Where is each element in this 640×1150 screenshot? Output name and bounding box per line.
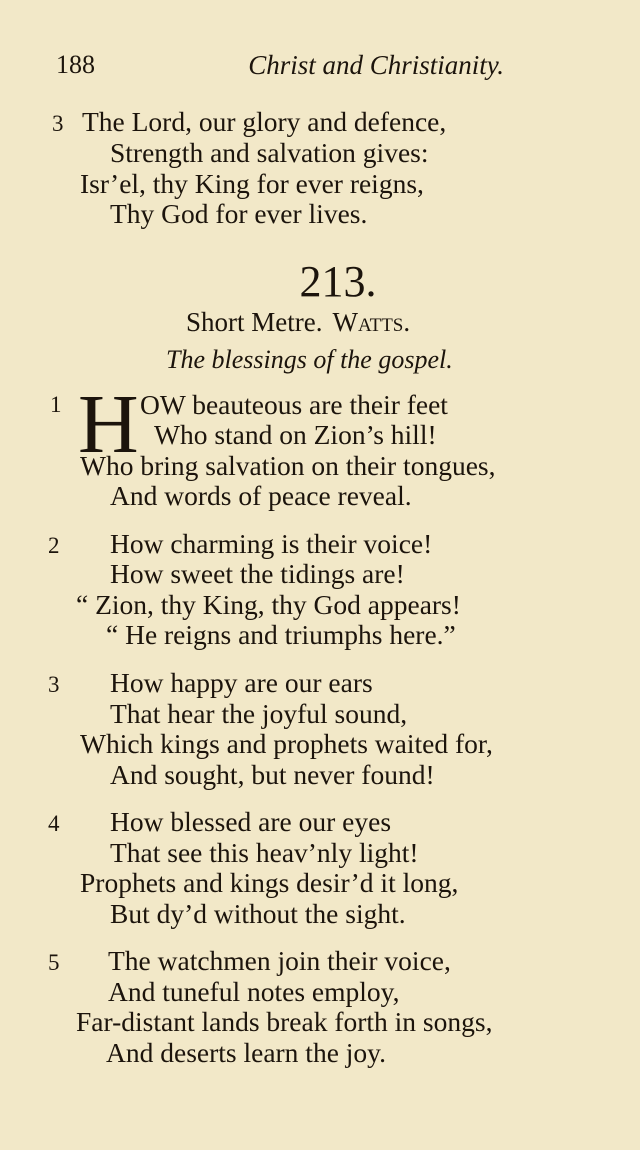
verse-line: Thy God for ever lives.	[110, 198, 368, 229]
stanza-number: 4	[48, 811, 60, 836]
page-header	[56, 50, 504, 90]
verse-line: Who bring salvation on their tongues,	[80, 450, 496, 481]
verse-line: Prophets and kings desir’d it long,	[80, 867, 459, 898]
verse-line: And sought, but never found!	[110, 759, 435, 790]
stanza-number: 3	[52, 111, 64, 136]
verse-line: That see this heav’nly light!	[110, 837, 419, 868]
hymn-number: 213.	[299, 257, 377, 306]
hymn-metre-author	[186, 307, 410, 338]
hymn-title: The blessings of the gospel.	[166, 345, 453, 374]
verse-line: How sweet the tidings are!	[110, 558, 405, 589]
hymn-metre: Short Metre.	[186, 307, 323, 337]
hymn-author: Watts.	[332, 307, 411, 337]
verse-line: And tuneful notes employ,	[108, 976, 400, 1007]
verse-line: “ Zion, thy King, thy God appears!	[76, 589, 461, 620]
verse-line: The Lord, our glory and defence,	[82, 106, 447, 137]
verse-line: That hear the joyful sound,	[110, 698, 408, 729]
verse-line: How charming is their voice!	[110, 528, 433, 559]
drop-cap: H	[78, 378, 139, 471]
verse-line: Who stand on Zion’s hill!	[154, 419, 437, 450]
verse-line: Isr’el, thy King for ever reigns,	[80, 168, 424, 199]
running-head: Christ and Christianity.	[248, 50, 504, 80]
verse-line: And deserts learn the joy.	[106, 1037, 387, 1068]
stanza-number: 2	[48, 533, 60, 558]
verse-line: And words of peace reveal.	[110, 480, 412, 511]
verse-line: How happy are our ears	[110, 667, 373, 698]
verse-line: But dy’d without the sight.	[110, 898, 406, 929]
verse-line: “ He reigns and triumphs here.”	[106, 619, 456, 650]
stanza-number: 5	[48, 950, 60, 975]
page-number: 188	[56, 50, 95, 79]
verse-line: Far-distant lands break forth in songs,	[76, 1006, 493, 1037]
stanza-number: 3	[48, 672, 60, 697]
verse-line: The watchmen join their voice,	[108, 945, 451, 976]
stanza-number: 1	[50, 392, 62, 417]
verse-line: How blessed are our eyes	[110, 806, 392, 837]
verse-line: OW beauteous are their feet	[140, 389, 448, 420]
verse-line: Which kings and prophets waited for,	[80, 728, 493, 759]
verse-line: Strength and salvation gives:	[110, 137, 429, 168]
